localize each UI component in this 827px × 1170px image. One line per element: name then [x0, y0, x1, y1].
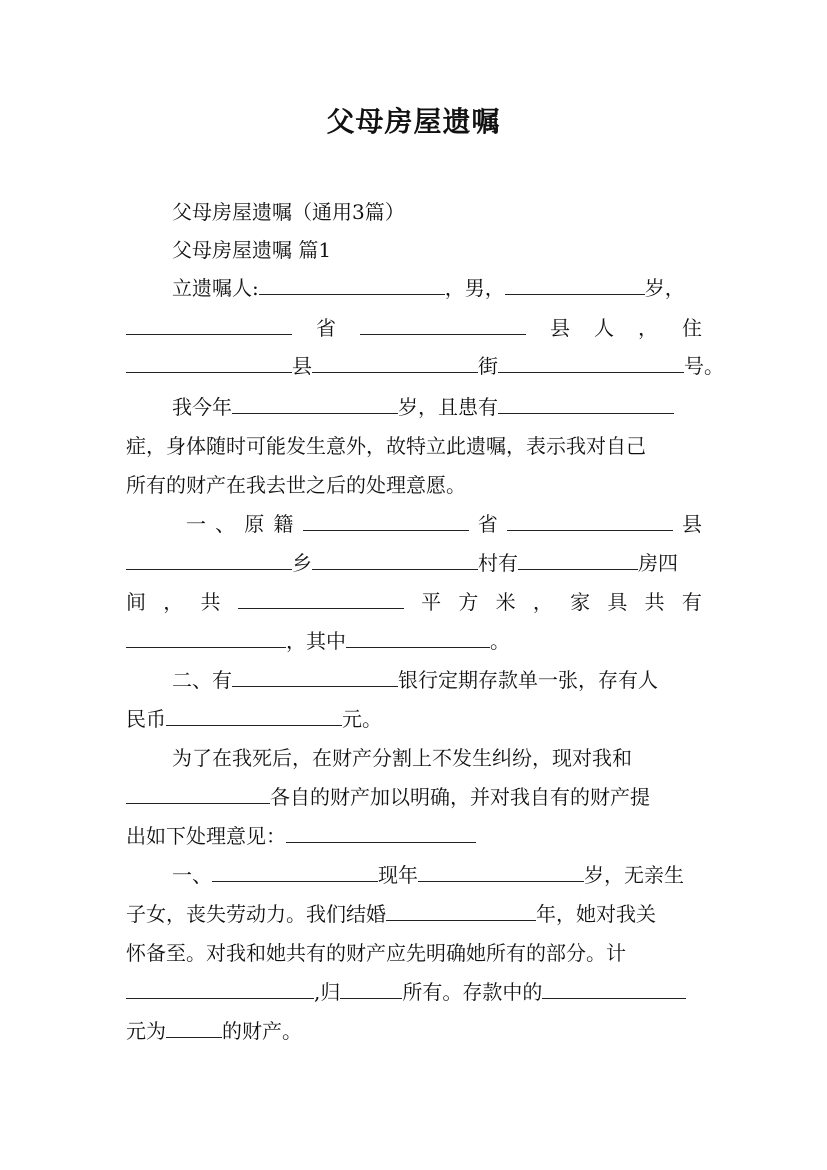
- blank-furniture: [126, 627, 286, 648]
- property-line-1: [186, 510, 702, 538]
- text: 县: [292, 354, 312, 378]
- blank-name: [259, 274, 445, 295]
- text: 、: [215, 512, 236, 536]
- text: ,归: [314, 980, 341, 1004]
- text: 房四: [638, 551, 678, 575]
- blank-bank: [232, 666, 398, 687]
- text: 元为: [126, 1019, 166, 1043]
- blank-origin-province: [303, 510, 469, 531]
- blank-origin-county: [507, 510, 673, 531]
- deposit-line-2: [126, 705, 702, 733]
- text: 出如下处理意见：: [126, 824, 286, 848]
- paragraph-line: [126, 822, 702, 850]
- blank-opinion: [286, 822, 476, 843]
- blank-street: [312, 352, 478, 373]
- text: 县: [550, 316, 570, 340]
- blank-village: [312, 549, 478, 570]
- blank-area: [238, 588, 404, 609]
- text: 号。: [684, 354, 724, 378]
- property-line-3: [126, 588, 702, 616]
- blank-spouse: [126, 783, 270, 804]
- deposit-line-1: [172, 666, 702, 694]
- text: 岁，无亲生: [584, 863, 684, 887]
- blank-house: [518, 549, 638, 570]
- text: 岁，: [644, 276, 685, 300]
- text: 所有。存款中的: [402, 980, 543, 1004]
- blank-residence: [126, 352, 292, 373]
- text: 街: [478, 354, 498, 378]
- address-line-1: [126, 314, 702, 342]
- spouse-line-4: [126, 1017, 702, 1045]
- blank-county: [360, 314, 526, 335]
- text: ，: [532, 590, 553, 614]
- text: 平: [421, 590, 442, 614]
- text: 有: [681, 590, 702, 614]
- address-line-2: [126, 352, 724, 380]
- blank-province: [126, 314, 292, 335]
- text: 米: [495, 590, 516, 614]
- text: 家: [570, 590, 591, 614]
- blank-spouse-name: [212, 861, 378, 882]
- blank-spouse-age: [418, 861, 584, 882]
- text: 人: [594, 316, 614, 340]
- paragraph-text: 所有的财产在我去世之后的处理意愿。: [126, 473, 466, 497]
- property-line-2: [126, 549, 702, 577]
- text: 原: [244, 512, 265, 536]
- text: 。: [490, 629, 510, 653]
- text: 一、: [172, 863, 212, 887]
- paragraph-line: [126, 783, 702, 811]
- text: 民币: [126, 707, 166, 731]
- blank-illness: [498, 393, 674, 414]
- text: 岁，且患有: [398, 395, 498, 419]
- spouse-line-1: [172, 861, 702, 889]
- text: 子女，丧失劳动力。我们结婚: [126, 902, 386, 926]
- text: 共: [200, 590, 221, 614]
- text: 乡: [292, 551, 312, 575]
- property-line-4: [126, 627, 702, 655]
- text: 省: [316, 316, 336, 340]
- text: 现年: [378, 863, 418, 887]
- testator-line: [172, 274, 702, 302]
- doc-section-heading: 父母房屋遗嘱 篇1: [172, 238, 332, 262]
- text: 一: [186, 512, 206, 536]
- blank-number: [498, 352, 684, 373]
- text: 元。: [342, 707, 382, 731]
- text: 各自的财产加以明确，并对我自有的财产提: [270, 785, 650, 809]
- blank-among: [346, 627, 490, 648]
- paragraph-text: 为了在我死后，在财产分割上不发生纠纷，现对我和: [172, 746, 632, 770]
- text: 二、有: [172, 668, 232, 692]
- doc-subtitle: 父母房屋遗嘱（通用3篇）: [172, 200, 405, 224]
- text: 我今年: [172, 395, 232, 419]
- spouse-line-2: [126, 900, 702, 928]
- blank-marriage-years: [386, 900, 536, 921]
- age-illness-line: [172, 393, 702, 421]
- blank-deposit-part: [542, 978, 686, 999]
- text: 籍: [273, 512, 294, 536]
- text: 具: [607, 590, 628, 614]
- paragraph-text: 怀备至。对我和她共有的财产应先明确她所有的部分。计: [126, 941, 626, 965]
- blank-total: [126, 978, 314, 999]
- text: 的财产。: [222, 1019, 302, 1043]
- text: 银行定期存款单一张，存有人: [398, 668, 658, 692]
- text: ，其中: [286, 629, 346, 653]
- text: ，男，: [444, 276, 505, 300]
- text: ，: [163, 590, 184, 614]
- document-title: 父母房屋遗嘱: [326, 105, 501, 138]
- text: 省: [477, 512, 498, 536]
- text: 方: [458, 590, 479, 614]
- blank-town: [126, 549, 292, 570]
- blank-current-age: [232, 393, 398, 414]
- blank-whose: [166, 1017, 222, 1038]
- blank-amount: [166, 705, 342, 726]
- blank-owner: [340, 978, 402, 999]
- text: ，: [638, 316, 658, 340]
- paragraph-text: 症，身体随时可能发生意外，故特立此遗嘱，表示我对自己: [126, 434, 646, 458]
- blank-age: [505, 274, 645, 295]
- text: 共: [644, 590, 665, 614]
- text: 县: [681, 512, 702, 536]
- text: 年，她对我关: [536, 902, 656, 926]
- text: 住: [682, 316, 702, 340]
- spouse-line-3: [126, 978, 702, 1006]
- text: 间: [126, 590, 146, 614]
- text: 村有: [478, 551, 518, 575]
- text: 立遗嘱人:: [172, 276, 259, 300]
